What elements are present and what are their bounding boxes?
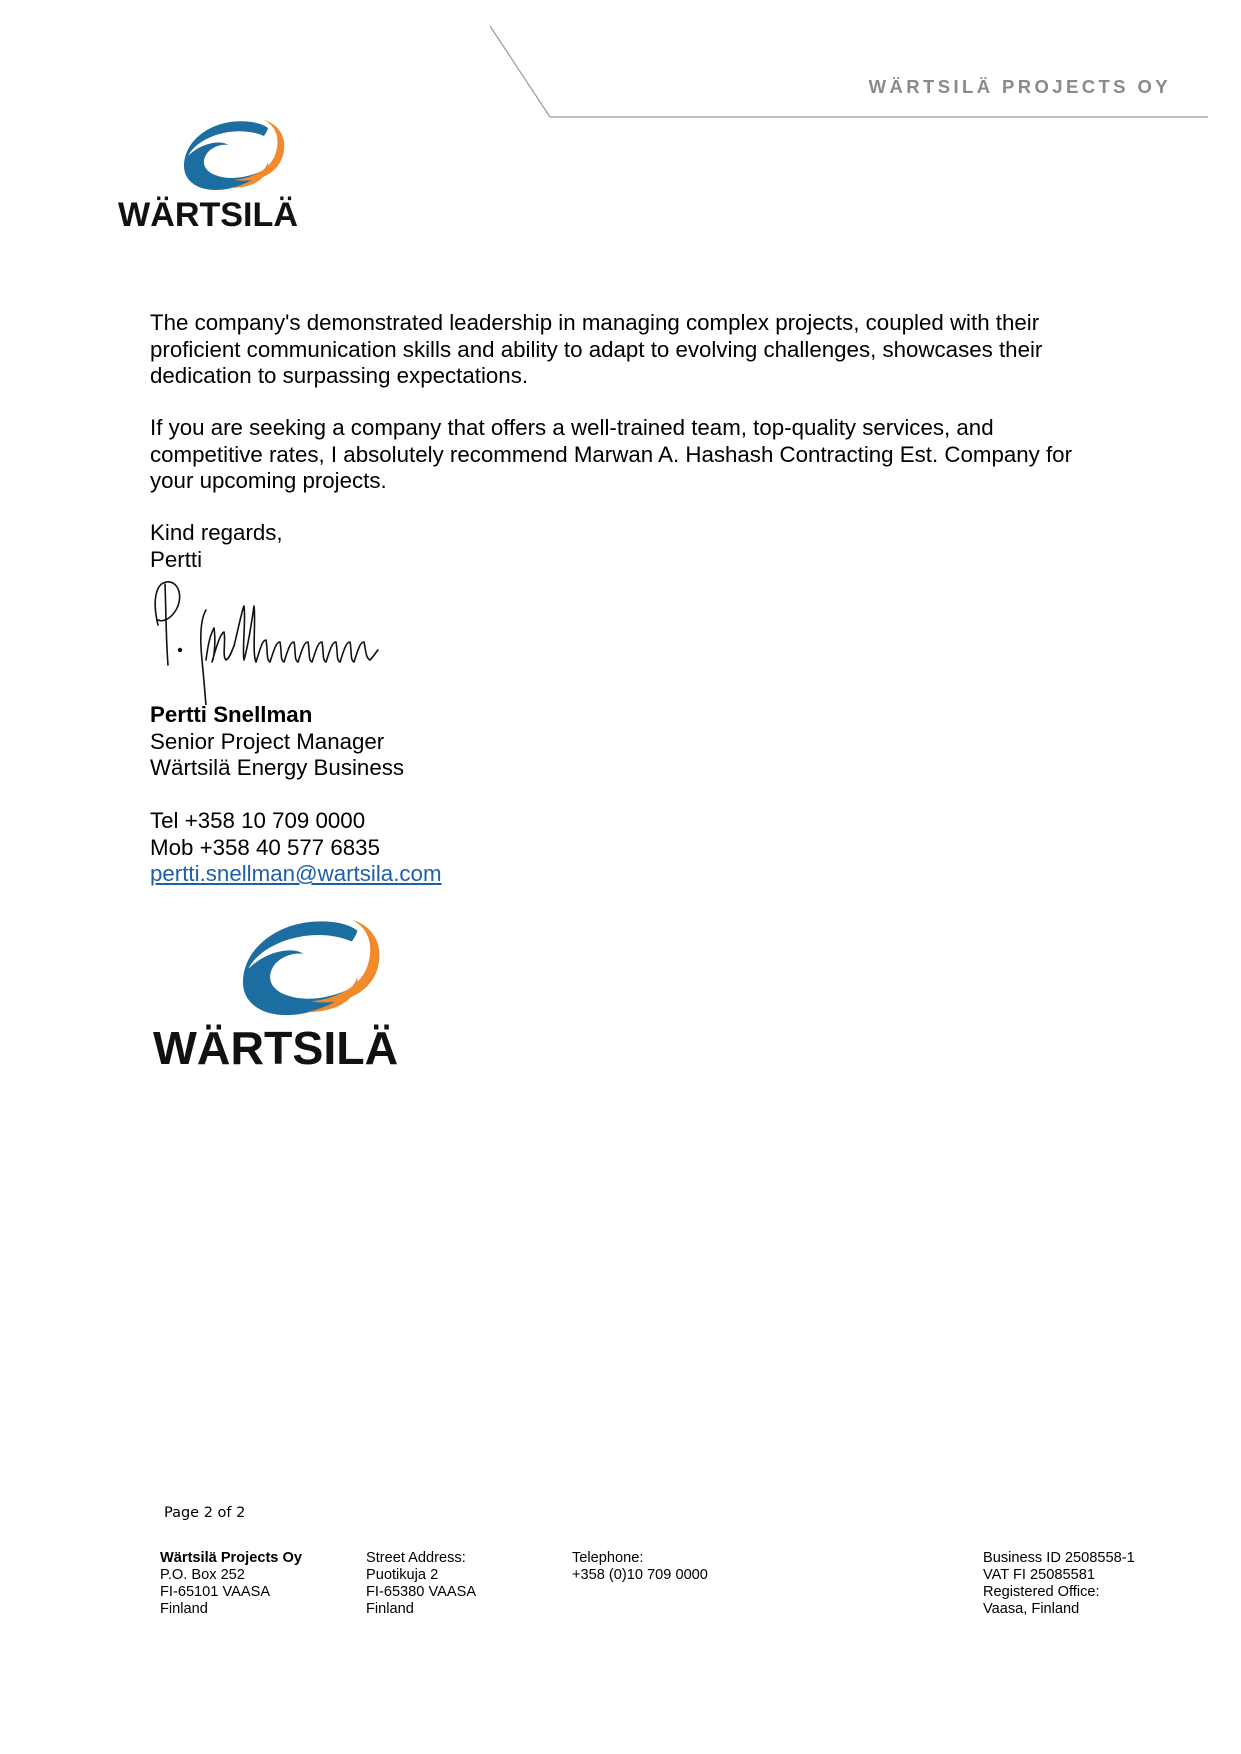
closing-first-name: Pertti	[150, 546, 203, 572]
signer-name: Pertti Snellman	[150, 702, 313, 727]
page-number: Page 2 of 2	[164, 1505, 246, 1521]
contact-block	[150, 808, 442, 888]
footer-street-postal: FI-65380 VAASA	[366, 1584, 477, 1600]
signer-title: Senior Project Manager	[150, 728, 385, 754]
signer-division: Wärtsilä Energy Business	[150, 755, 405, 780]
footer-telephone	[572, 1550, 708, 1584]
letter-paragraph-1: The company's demonstrated leadership in managing complex projects, coupled with their proficient communication skills and ability to adapt to evolving challenges, showcases their dedication to surpassing expectations.	[150, 310, 1043, 388]
logo-emblem-icon	[243, 920, 380, 1015]
footer-street: Puotikuja 2	[366, 1567, 439, 1583]
footer-registration	[983, 1550, 1135, 1618]
wartsila-logo-top	[118, 118, 300, 234]
closing-salutation: Kind regards,	[150, 520, 283, 545]
footer-business-id: Business ID 2508558-1	[983, 1550, 1135, 1566]
letter-closing	[150, 520, 1090, 573]
logo-wordmark-bottom: WÄRTSILÄ	[153, 1022, 399, 1075]
footer-registered-office-label: Registered Office:	[983, 1584, 1100, 1600]
footer-telephone-label: Telephone:	[572, 1550, 644, 1566]
footer-postal-code: FI-65101 VAASA	[160, 1584, 271, 1600]
footer-po-box: P.O. Box 252	[160, 1567, 245, 1583]
company-header-name: WÄRTSILÄ PROJECTS OY	[868, 76, 1171, 97]
header-divider-lines	[0, 0, 1241, 130]
footer-country: Finland	[160, 1601, 208, 1617]
contact-telephone: Tel +358 10 709 0000	[150, 808, 366, 833]
wartsila-logo-bottom	[150, 917, 404, 1075]
footer-postal-address	[160, 1550, 302, 1618]
contact-email-link[interactable]: pertti.snellman@wartsila.com	[150, 861, 442, 886]
footer-street-country: Finland	[366, 1601, 414, 1617]
logo-wordmark-top: WÄRTSILÄ	[118, 196, 298, 234]
footer-registered-office: Vaasa, Finland	[983, 1601, 1080, 1617]
footer-vat: VAT FI 25085581	[983, 1567, 1095, 1583]
contact-mobile: Mob +358 40 577 6835	[150, 834, 380, 860]
footer-street-address	[366, 1550, 476, 1618]
signature-block	[150, 702, 404, 782]
footer-street-label: Street Address:	[366, 1550, 466, 1566]
letter-paragraph-2: If you are seeking a company that offers a well-trained team, top-quality services, and competitive rates, I absolutely recommend Marwan A. Hashash Contracting Est. Company for your upcoming projects.	[150, 415, 1073, 493]
footer-telephone-number: +358 (0)10 709 0000	[572, 1567, 708, 1583]
logo-emblem-icon	[184, 120, 284, 190]
handwritten-signature	[148, 570, 398, 705]
footer-company-name: Wärtsilä Projects Oy	[160, 1550, 302, 1566]
